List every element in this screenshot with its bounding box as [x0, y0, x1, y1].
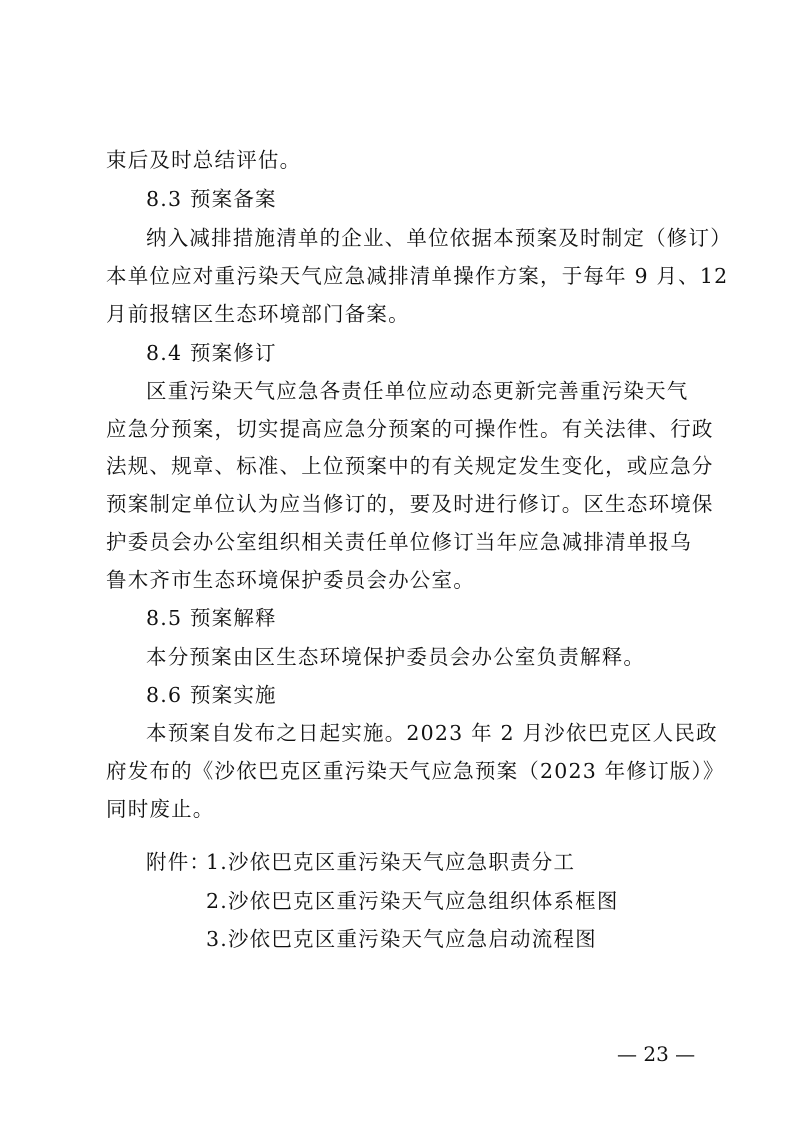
attachments-label: 附件： — [146, 850, 212, 874]
body-text-line: 区重污染天气应急各责任单位应动态更新完善重污染天气 — [146, 379, 689, 403]
body-text-line: 本预案自发布之日起实施。2023 年 2 月沙依巴克区人民政 — [146, 721, 718, 745]
section-heading-8-5: 8.5 预案解释 — [146, 606, 277, 630]
attachment-item: 2.沙依巴克区重污染天气应急组织体系框图 — [206, 889, 619, 913]
body-text-line: 法规、规章、标准、上位预案中的有关规定发生变化，或应急分 — [106, 454, 714, 478]
body-text-line: 护委员会办公室组织相关责任单位修订当年应急减排清单报乌 — [106, 530, 692, 554]
body-text-line: 纳入减排措施清单的企业、单位依据本预案及时制定（修订） — [146, 226, 732, 250]
body-text-line: 本单位应对重污染天气应急减排清单操作方案，于每年 9 月、12 — [106, 264, 729, 288]
section-heading-8-4: 8.4 预案修订 — [146, 341, 277, 365]
body-text-line: 同时废止。 — [106, 797, 215, 821]
body-text-line: 月前报辖区生态环境部门备案。 — [106, 302, 410, 326]
page-number: — 23 — — [617, 1042, 696, 1066]
section-heading-8-3: 8.3 预案备案 — [146, 187, 277, 211]
section-heading-8-6: 8.6 预案实施 — [146, 683, 277, 707]
attachment-item: 3.沙依巴克区重污染天气应急启动流程图 — [206, 927, 597, 951]
body-text-line: 预案制定单位认为应当修订的，要及时进行修订。区生态环境保 — [106, 492, 714, 516]
body-text-line: 应急分预案，切实提高应急分预案的可操作性。有关法律、行政 — [106, 417, 714, 441]
body-text-line: 本分预案由区生态环境保护委员会办公室负责解释。 — [146, 645, 646, 669]
attachment-item: 1.沙依巴克区重污染天气应急职责分工 — [206, 850, 576, 874]
body-text-line: 府发布的《沙依巴克区重污染天气应急预案（2023 年修订版）》 — [106, 759, 725, 783]
body-text-line: 鲁木齐市生态环境保护委员会办公室。 — [106, 568, 475, 592]
body-text-line: 束后及时总结评估。 — [106, 148, 302, 172]
